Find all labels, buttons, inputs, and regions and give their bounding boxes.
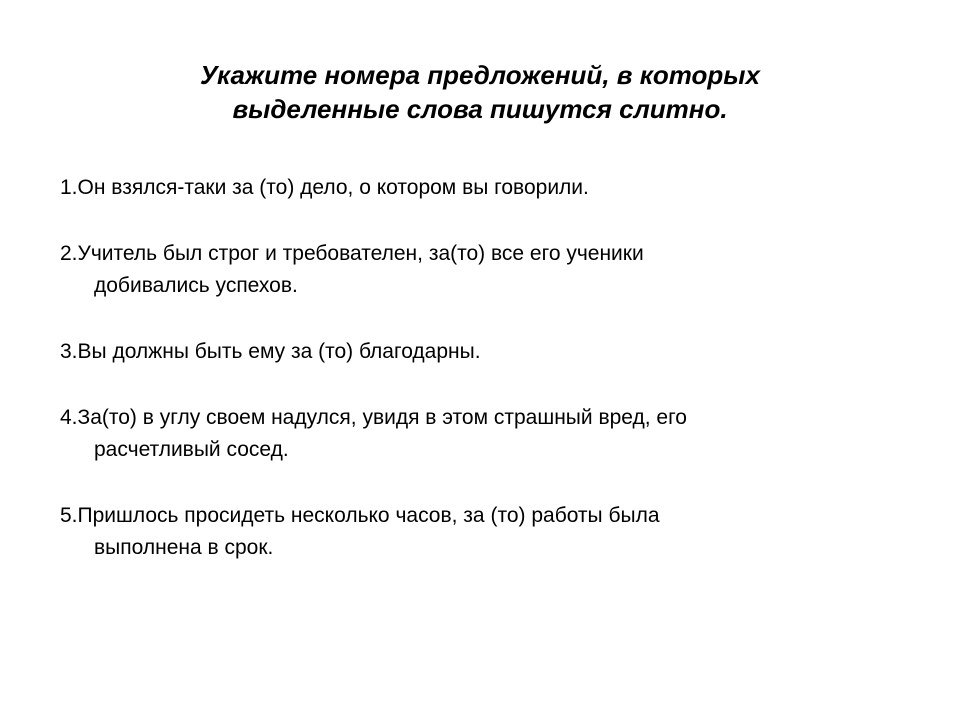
sentence-item-2 <box>60 238 920 302</box>
sentence-5-line-2: выполнена в срок. <box>94 536 274 559</box>
sentence-item-3 <box>60 336 920 368</box>
sentence-list <box>60 172 920 598</box>
sentence-1-line-1: 1.Он взялся-таки за (то) дело, о котором вы говорили. <box>60 176 589 199</box>
sentence-4-line-2: расчетливый сосед. <box>94 438 289 461</box>
sentence-5-line-1: 5.Пришлось просидеть несколько часов, за (то) работы была <box>60 504 660 527</box>
sentence-2-line-2: добивались успехов. <box>94 274 298 297</box>
slide-title <box>60 58 900 126</box>
sentence-item-5 <box>60 500 920 564</box>
sentence-2-line-1: 2.Учитель был строг и требователен, за(то) все его ученики <box>60 242 644 265</box>
sentence-3-line-1: 3.Вы должны быть ему за (то) благодарны. <box>60 340 481 363</box>
sentence-item-1 <box>60 172 920 204</box>
slide-title-line-2: выделенные слова пишутся слитно. <box>232 94 728 124</box>
sentence-item-4 <box>60 402 920 466</box>
slide-title-line-1: Укажите номера предложений, в которых <box>200 60 760 90</box>
sentence-4-line-1: 4.За(то) в углу своем надулся, увидя в этом страшный вред, его <box>60 406 687 429</box>
